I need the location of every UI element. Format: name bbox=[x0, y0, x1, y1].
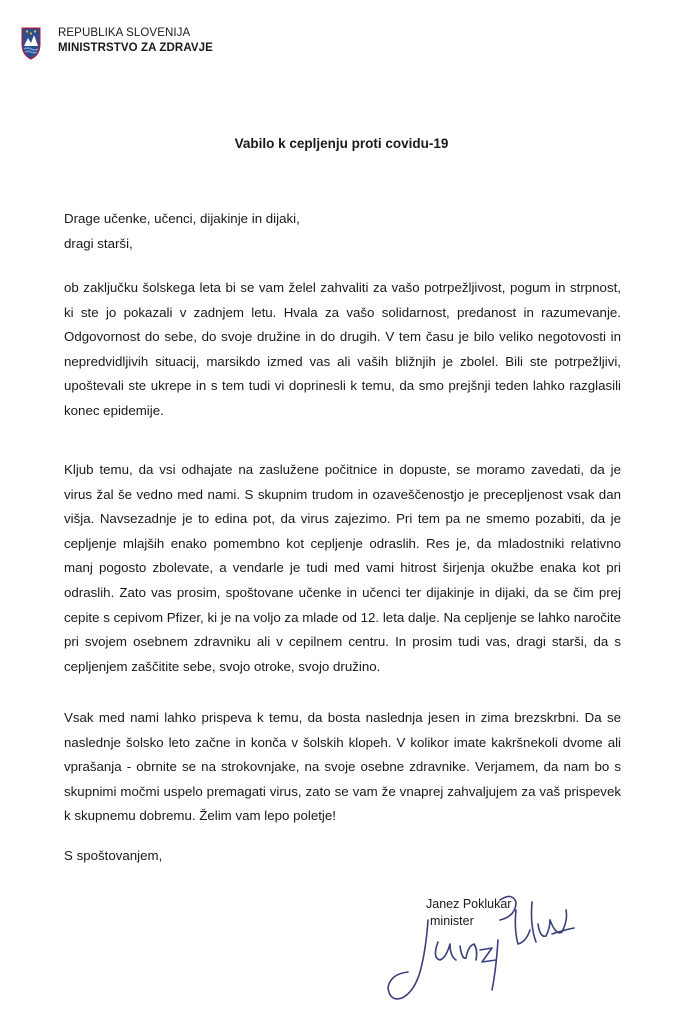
paragraph-2: Kljub temu, da vsi odhajate na zaslužene počitnice in dopuste, se moramo zavedati, da je virus žal še vedno med nami. S skupnim trudom in ozaveščenostjo je precepljenost vsak dan višja. Navsezadnje je to edina pot, da virus zajezimo. Pri tem pa ne smemo pozabiti, da je cepljenje mlajših enako pomembno kot cepljenje odraslih. Res je, da mladostniki relativno manj pogosto zbolevate, a vendarle je tudi med vami hitrost širjenja okužbe enaka kot pri odraslih. Zato vas prosim, spoštovane učenke in učenci ter dijakinje in dijaki, da se čim prej cepite s cepivom Pfizer, ki je na voljo za mlade od 12. leta dalje. Na cepljenje se lahko naročite pri svojem osebnem zdravniku ali v cepilnem centru. In prosim tudi vas, dragi starši, da s cepljenjem zaščitite sebe, svojo otroke, svojo družino. bbox=[64, 462, 621, 674]
letterhead bbox=[20, 24, 213, 60]
paragraph-3: Vsak med nami lahko prispeva k temu, da bosta naslednja jesen in zima brezskrbni. Da se naslednje šolsko leto začne in konča v šolskih klopeh. V kolikor imate kakršnekoli dvome ali vprašanja - obrnite se na strokovnjake, na svoje osebne zdravnike. Verjamem, da nam bo s skupnimi močmi uspelo premagati virus, zato se vam že vnaprej zahvaljujem za vaš prispevek k skupnemu dobremu. Želim vam lepo poletje! bbox=[64, 710, 621, 824]
closing-line: S spoštovanjem, bbox=[64, 848, 163, 863]
paragraph-1: ob zaključku šolskega leta bi se vam želel zahvaliti za vašo potrpežljivost, pogum in strpnost, ki ste jo pokazali v zadnjem letu. Hvala za vašo solidarnost, predanost in razumevanje. Odgovornost do sebe, do svoje družine in do drugih. V tem času je bilo veliko negotovosti in nepredvidljivih situacij, marsikdo izmed vas ali vaših bližnjih je zbolel. Bili ste potrpežljivi, upoštevali ste ukrepe in s tem tudi vi doprinesli k temu, da smo prejšnji teden lahko razglasili konec epidemije. bbox=[64, 280, 621, 418]
signer-role: minister bbox=[430, 914, 474, 928]
salutation bbox=[64, 206, 300, 256]
organization-name bbox=[58, 26, 213, 56]
signer-block bbox=[426, 896, 511, 930]
org-country: REPUBLIKA SLOVENIJA bbox=[58, 27, 191, 39]
salutation-line-2: dragi starši, bbox=[64, 236, 133, 251]
org-ministry: MINISTRSTVO ZA ZDRAVJE bbox=[58, 42, 213, 54]
signer-name: Janez Poklukar bbox=[426, 897, 512, 911]
salutation-line-1: Drage učenke, učenci, dijakinje in dijaki, bbox=[64, 211, 300, 226]
slovenia-coat-of-arms-icon bbox=[20, 24, 42, 60]
letter-title: Vabilo k cepljenju proti covidu-19 bbox=[234, 136, 449, 151]
